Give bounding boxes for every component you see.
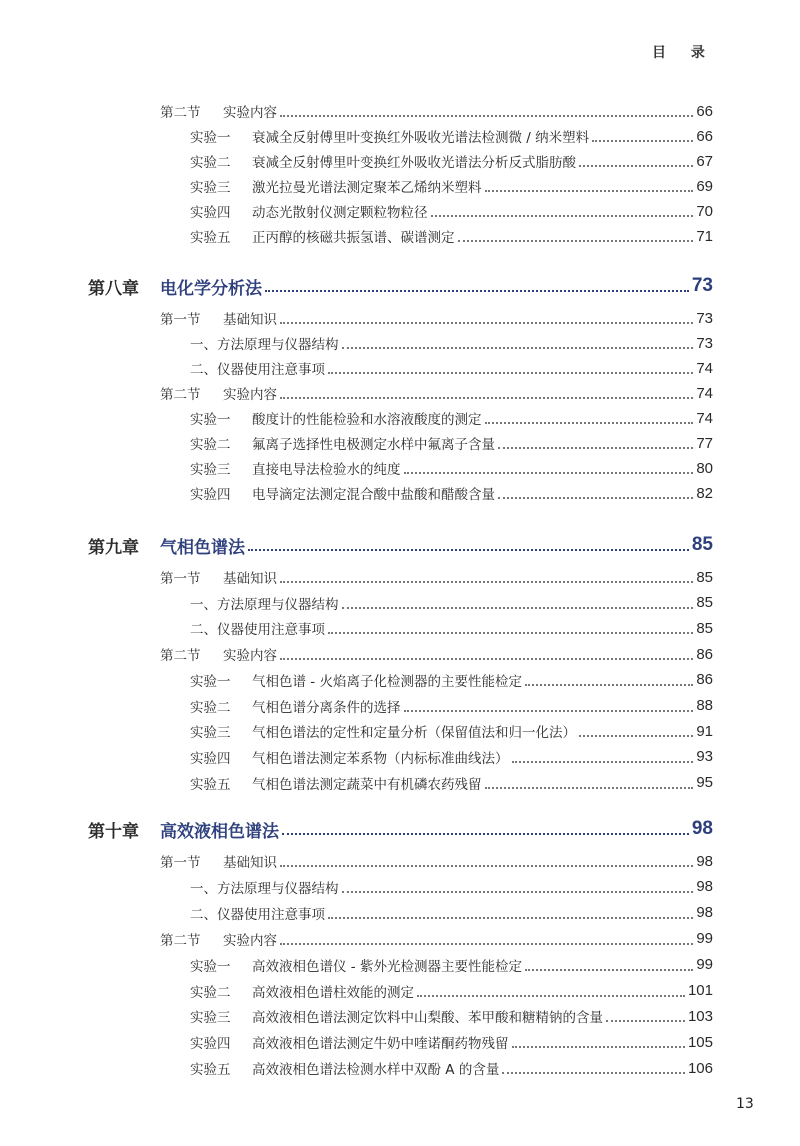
entry-title: 一、方法原理与仪器结构: [190, 596, 339, 613]
entry-page-number: 66: [696, 102, 713, 120]
dot-leader: [512, 761, 694, 763]
dot-leader: [404, 710, 694, 712]
entry-label: 实验四: [190, 750, 231, 767]
entry-page-number: 98: [696, 904, 713, 922]
entry-title: 衰减全反射傅里叶变换红外吸收光谱法分析反式脂肪酸: [252, 155, 576, 171]
entry-label: 实验三: [190, 462, 231, 478]
dot-leader: [280, 115, 693, 117]
entry-page-number: 103: [687, 1007, 713, 1025]
dot-leader: [485, 422, 694, 424]
entry-label: 第九章: [88, 537, 139, 558]
entry-title: 氟离子选择性电极测定水样中氟离子含量: [252, 437, 495, 453]
entry-title: 动态光散射仪测定颗粒物粒径: [252, 205, 428, 221]
entry-title: 高效液相色谱法测定饮料中山梨酸、苯甲酸和糖精钠的含量: [252, 1010, 603, 1027]
entry-label: 实验一: [190, 412, 231, 428]
toc-exp-entry[interactable]: [0, 668, 713, 692]
entry-title: 酸度计的性能检验和水溶液酸度的测定: [252, 412, 482, 428]
entry-title: 气相色谱分离条件的选择: [252, 699, 401, 716]
dot-leader: [417, 995, 685, 997]
entry-title: 高效液相色谱法测定牛奶中喹诺酮药物残留: [252, 1036, 509, 1053]
entry-page-number: 88: [696, 697, 713, 714]
dot-leader: [512, 1046, 685, 1048]
entry-label: 第一节: [160, 855, 201, 871]
entry-page-number: 86: [696, 671, 713, 689]
toc-sub-entry[interactable]: [0, 331, 713, 355]
entry-title: 基础知识: [223, 571, 277, 587]
entry-label: 第一节: [160, 312, 201, 328]
entry-page-number: 105: [687, 1033, 713, 1051]
entry-page-number: 69: [696, 177, 713, 195]
dot-leader: [342, 607, 694, 609]
entry-page-number: 95: [696, 774, 713, 792]
entry-label: 实验一: [190, 958, 231, 975]
toc-exp-entry[interactable]: [0, 771, 713, 795]
entry-page-number: 66: [696, 127, 713, 145]
toc-section-entry[interactable]: [0, 99, 713, 123]
entry-page-number: 74: [696, 384, 713, 402]
dot-leader: [458, 240, 694, 242]
entry-label: 实验三: [190, 725, 231, 742]
entry-page-number: 85: [696, 594, 713, 612]
entry-title: 一、方法原理与仪器结构: [190, 880, 339, 897]
dot-leader: [280, 658, 693, 660]
entry-page-number: 71: [696, 227, 713, 245]
entry-page-number: 98: [691, 818, 713, 839]
toc-chapter-entry[interactable]: [0, 814, 713, 844]
entry-page-number: 98: [696, 878, 713, 896]
entry-title: 实验内容: [223, 932, 277, 949]
entry-page-number: 101: [687, 982, 713, 999]
toc-exp-entry[interactable]: [0, 174, 713, 198]
dot-leader: [282, 833, 689, 835]
entry-title: 直接电导法检验水的纯度: [252, 462, 401, 478]
dot-leader: [280, 397, 693, 399]
dot-leader: [525, 684, 693, 686]
entry-title: 基础知识: [223, 312, 277, 328]
dot-leader: [280, 322, 693, 324]
toc-section-entry[interactable]: [0, 381, 713, 405]
entry-label: 第二节: [160, 932, 201, 949]
toc-sub-entry[interactable]: [0, 356, 713, 380]
entry-page-number: 67: [696, 152, 713, 170]
entry-label: 实验一: [190, 673, 231, 690]
entry-page-number: 85: [691, 534, 713, 555]
entry-title: 气相色谱法的定性和定量分析（保留值法和归一化法）: [252, 725, 576, 742]
dot-leader: [328, 632, 693, 634]
dot-leader: [485, 190, 694, 192]
dot-leader: [265, 290, 689, 292]
toc-exp-entry[interactable]: [0, 406, 713, 430]
toc-exp-entry[interactable]: [0, 224, 713, 248]
entry-page-number: 80: [696, 459, 713, 477]
entry-title: 高效液相色谱仪 - 紫外光检测器主要性能检定: [252, 958, 522, 975]
dot-leader: [498, 447, 693, 449]
dot-leader: [579, 165, 693, 167]
entry-page-number: 85: [696, 619, 713, 637]
entry-title: 气相色谱 - 火焰离子化检测器的主要性能检定: [252, 673, 522, 690]
toc-exp-entry[interactable]: [0, 979, 713, 1003]
entry-page-number: 106: [687, 1059, 713, 1077]
dot-leader: [328, 372, 693, 374]
entry-title: 高效液相色谱法: [160, 821, 279, 842]
entry-title: 气相色谱法测定苯系物（内标标准曲线法）: [252, 750, 509, 767]
toc-exp-entry[interactable]: [0, 481, 713, 505]
entry-page-number: 73: [696, 309, 713, 327]
entry-label: 实验五: [190, 776, 231, 793]
entry-title: 二、仪器使用注意事项: [190, 906, 325, 923]
toc-section-entry[interactable]: [0, 565, 713, 589]
dot-leader: [248, 549, 689, 551]
toc-sub-entry[interactable]: [0, 901, 713, 925]
entry-label: 实验二: [190, 984, 231, 1001]
entry-label: 实验二: [190, 699, 231, 716]
dot-leader: [485, 787, 694, 789]
entry-label: 实验四: [190, 205, 231, 221]
entry-title: 二、仪器使用注意事项: [190, 362, 325, 378]
entry-label: 实验一: [190, 130, 231, 146]
dot-leader: [525, 969, 693, 971]
dot-leader: [606, 1020, 685, 1022]
toc-exp-entry[interactable]: [0, 719, 713, 743]
toc-chapter-entry[interactable]: [0, 530, 713, 560]
entry-title: 实验内容: [223, 105, 277, 121]
entry-label: 第二节: [160, 105, 201, 121]
dot-leader: [404, 472, 694, 474]
entry-label: 第八章: [88, 278, 139, 299]
entry-title: 实验内容: [223, 648, 277, 665]
entry-page-number: 91: [696, 722, 713, 740]
toc-section-entry[interactable]: [0, 849, 713, 873]
entry-title: 高效液相色谱柱效能的测定: [252, 984, 414, 1001]
entry-title: 衰减全反射傅里叶变换红外吸收光谱法检测微 / 纳米塑料: [252, 130, 590, 146]
dot-leader: [328, 917, 693, 919]
toc-sub-entry[interactable]: [0, 616, 713, 640]
entry-page-number: 98: [696, 852, 713, 870]
entry-page-number: 74: [696, 409, 713, 427]
entry-label: 第二节: [160, 648, 201, 665]
toc-section-entry[interactable]: [0, 927, 713, 951]
entry-page-number: 99: [696, 930, 713, 948]
entry-title: 电化学分析法: [160, 278, 262, 299]
dot-leader: [342, 891, 694, 893]
toc-exp-entry[interactable]: [0, 1056, 713, 1080]
entry-label: 实验五: [190, 230, 231, 246]
entry-title: 基础知识: [223, 855, 277, 871]
toc-section-entry[interactable]: [0, 306, 713, 330]
toc-exp-entry[interactable]: [0, 1030, 713, 1054]
entry-title: 一、方法原理与仪器结构: [190, 337, 339, 353]
dot-leader: [579, 735, 693, 737]
entry-page-number: 73: [696, 334, 713, 352]
entry-title: 正丙醇的核磁共振氢谱、碳谱测定: [252, 230, 455, 246]
toc-sub-entry[interactable]: [0, 591, 713, 615]
entry-page-number: 85: [696, 568, 713, 586]
toc-exp-entry[interactable]: [0, 431, 713, 455]
entry-label: 第一节: [160, 571, 201, 587]
entry-title: 实验内容: [223, 387, 277, 403]
entry-page-number: 73: [691, 275, 713, 296]
entry-label: 实验三: [190, 180, 231, 196]
toc-exp-entry[interactable]: [0, 124, 713, 148]
toc-exp-entry[interactable]: [0, 1004, 713, 1028]
toc-exp-entry[interactable]: [0, 953, 713, 977]
dot-leader: [342, 347, 694, 349]
entry-page-number: 93: [696, 748, 713, 766]
dot-leader: [280, 865, 693, 867]
entry-title: 电导滴定法测定混合酸中盐酸和醋酸含量: [252, 487, 495, 503]
entry-title: 气相色谱法: [160, 537, 245, 558]
toc-exp-entry[interactable]: [0, 149, 713, 173]
toc-sub-entry[interactable]: [0, 875, 713, 899]
entry-label: 实验二: [190, 437, 231, 453]
toc-exp-entry[interactable]: [0, 199, 713, 223]
dot-leader: [592, 140, 693, 142]
entry-title: 激光拉曼光谱法测定聚苯乙烯纳米塑料: [252, 180, 482, 196]
dot-leader: [498, 497, 693, 499]
dot-leader: [502, 1072, 685, 1074]
entry-page-number: 86: [696, 645, 713, 663]
toc-exp-entry[interactable]: [0, 694, 713, 718]
entry-label: 实验四: [190, 487, 231, 503]
entry-label: 实验二: [190, 155, 231, 171]
entry-title: 气相色谱法测定蔬菜中有机磷农药残留: [252, 776, 482, 793]
entry-page-number: 82: [696, 484, 713, 502]
entry-title: 二、仪器使用注意事项: [190, 622, 325, 639]
toc-exp-entry[interactable]: [0, 745, 713, 769]
entry-page-number: 74: [696, 359, 713, 377]
toc-exp-entry[interactable]: [0, 456, 713, 480]
entry-label: 实验五: [190, 1062, 231, 1079]
page-number: 13: [736, 1096, 754, 1112]
dot-leader: [431, 215, 694, 217]
dot-leader: [280, 943, 693, 945]
entry-page-number: 77: [696, 434, 713, 452]
running-header: 目 录: [652, 45, 715, 61]
entry-page-number: 99: [696, 956, 713, 974]
toc-chapter-entry[interactable]: [0, 271, 713, 301]
dot-leader: [280, 581, 693, 583]
entry-label: 第十章: [88, 821, 139, 842]
entry-label: 第二节: [160, 387, 201, 403]
entry-label: 实验三: [190, 1010, 231, 1027]
entry-label: 实验四: [190, 1036, 231, 1053]
entry-title: 高效液相色谱法检测水样中双酚 A 的含量: [252, 1062, 500, 1079]
toc-section-entry[interactable]: [0, 642, 713, 666]
entry-page-number: 70: [696, 202, 713, 220]
